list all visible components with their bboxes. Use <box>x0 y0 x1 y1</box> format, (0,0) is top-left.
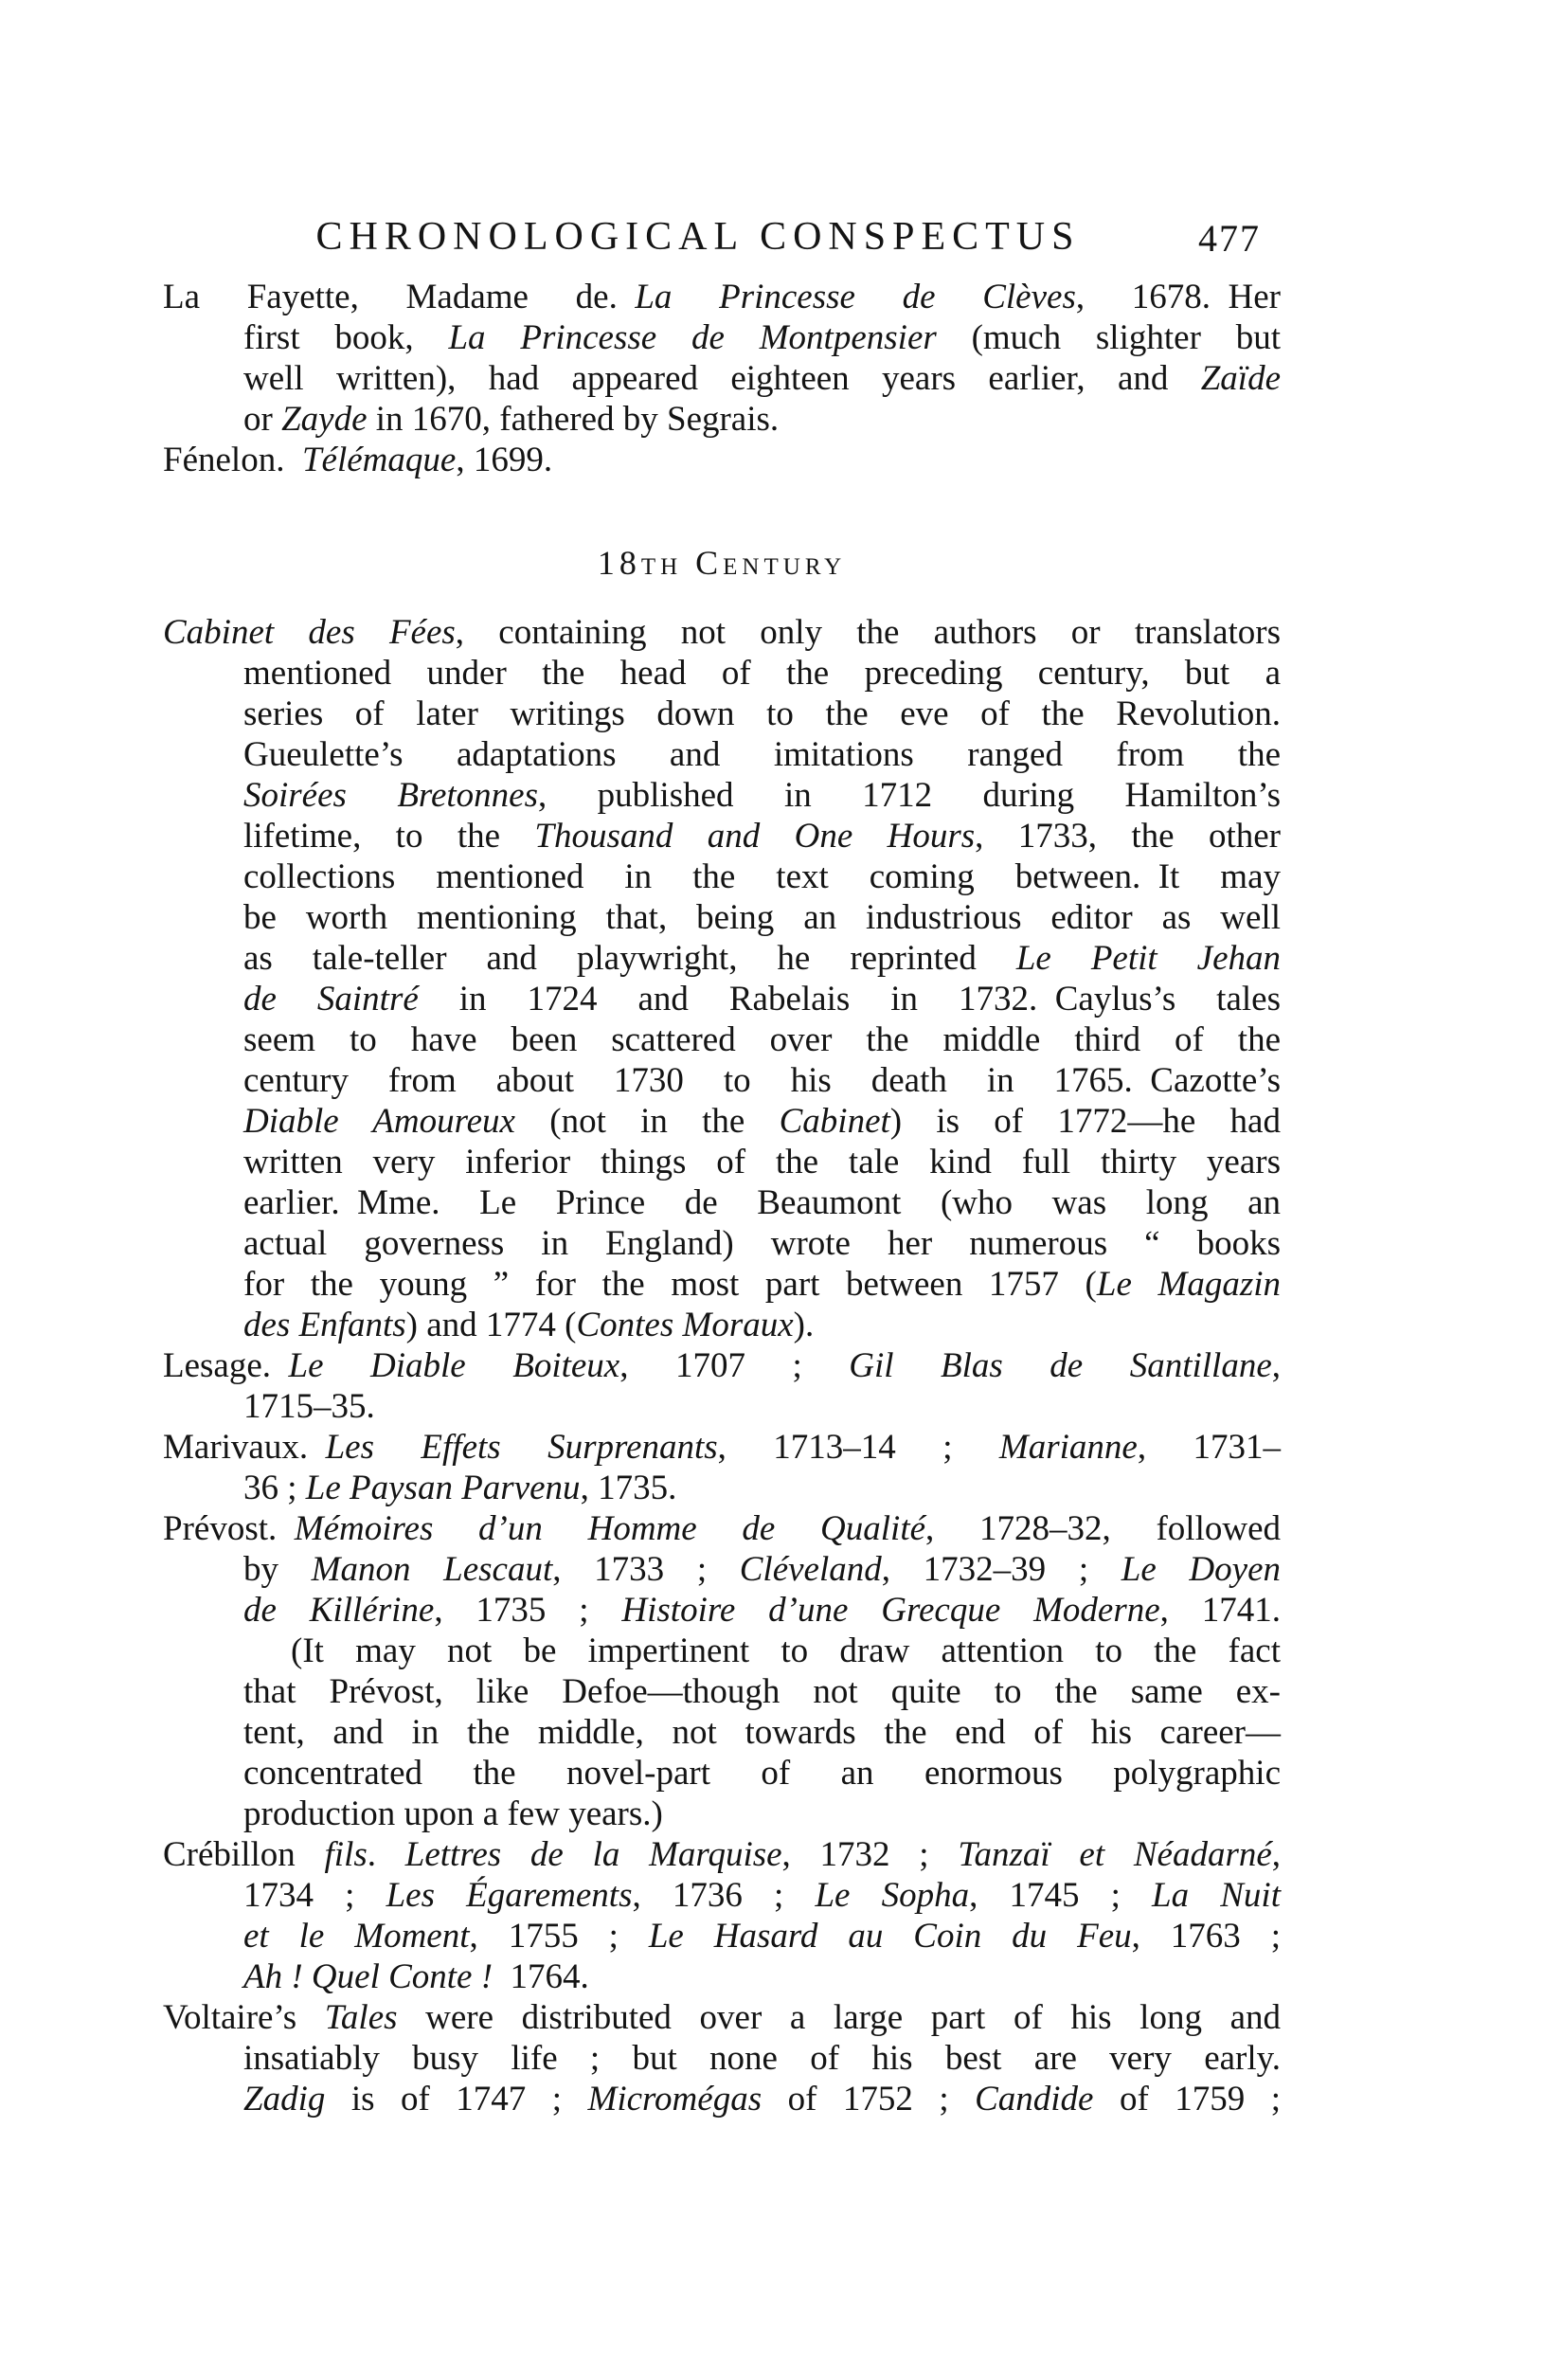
text-segment: , 1728–32, followed <box>925 1509 1281 1548</box>
text-segment: of 1752 ; <box>762 2080 976 2119</box>
text-segment: (much slighter but <box>936 318 1281 357</box>
text-line <box>163 317 1281 358</box>
text-segment: insatiably busy life ; but none of his best are very early. <box>243 2039 1281 2078</box>
italic-title: Le Magazin <box>1096 1265 1282 1304</box>
text-line <box>163 1223 1281 1264</box>
italic-title: fils <box>324 1835 368 1874</box>
italic-title: Histoire d’une Grecque Moderne <box>621 1591 1160 1630</box>
text-line <box>163 816 1281 856</box>
text-segment: Voltaire’s <box>163 1998 325 2037</box>
text-segment: , 1763 ; <box>1131 1917 1282 1956</box>
text-line <box>163 1142 1281 1182</box>
text-segment: is of 1747 ; <box>325 2080 588 2119</box>
entry-marivaux <box>163 1427 1281 1508</box>
italic-title: Contes Moraux <box>576 1306 794 1344</box>
text-line <box>163 1671 1281 1712</box>
text-segment: production upon a few years.) <box>243 1794 663 1833</box>
text-segment: , published in 1712 during Hamilton’s <box>537 776 1281 815</box>
text-segment: century from about 1730 to his death in 1765. Cazotte’s <box>243 1061 1281 1100</box>
text-segment: . <box>367 1835 405 1874</box>
text-segment: of 1759 ; <box>1093 2080 1281 2119</box>
italic-title: Manon Lescaut <box>311 1550 553 1589</box>
italic-title: Micromégas <box>587 2080 763 2119</box>
text-segment: 1764. <box>493 1957 589 1996</box>
text-segment: lifetime, to the <box>243 817 535 856</box>
text-line <box>163 1997 1281 2038</box>
text-line <box>163 694 1281 734</box>
text-line <box>163 734 1281 775</box>
text-segment: , 1707 ; <box>619 1346 850 1385</box>
text-segment: , 1755 ; <box>469 1917 649 1956</box>
text-segment: as tale-teller and playwright, he reprinted <box>243 939 1016 978</box>
italic-title: Les Égarements <box>386 1876 633 1915</box>
text-segment: , 1741. <box>1159 1591 1282 1630</box>
italic-title: Le Sopha <box>815 1876 970 1915</box>
text-line <box>163 277 1281 317</box>
text-segment: first book, <box>243 318 449 357</box>
text-line <box>163 1182 1281 1223</box>
text-segment: La Fayette, Madame de. <box>163 278 636 316</box>
text-line <box>163 856 1281 897</box>
italic-title: Soirées Bretonnes <box>243 776 538 815</box>
text-segment: , <box>1271 1346 1281 1385</box>
text-line <box>163 1875 1281 1916</box>
text-segment: Lesage. <box>163 1346 289 1385</box>
italic-title: Gil Blas de Santillane <box>849 1346 1272 1385</box>
text-line <box>163 653 1281 694</box>
italic-title: Cabinet <box>779 1102 890 1141</box>
italic-title: Le Diable Boiteux <box>288 1346 620 1385</box>
text-segment: that Prévost, like Defoe—though not quite to the same ex- <box>243 1672 1281 1711</box>
italic-title: Télémaque <box>301 441 457 479</box>
entry-crebillon-fils <box>163 1834 1281 1997</box>
text-segment: , <box>1271 1835 1282 1874</box>
text-segment: were distributed over a large part of his long and <box>397 1998 1281 2037</box>
text-line <box>163 1305 1281 1345</box>
text-line <box>163 1060 1281 1101</box>
italic-title: Thousand and One Hours <box>534 817 976 856</box>
text-line <box>163 1956 1281 1997</box>
page-content <box>163 216 1281 2119</box>
text-line <box>163 1019 1281 1060</box>
text-line <box>163 1549 1281 1590</box>
entry-la-fayette <box>163 277 1281 440</box>
text-line <box>163 1101 1281 1142</box>
text-segment: concentrated the novel-part of an enormous polygraphic <box>243 1754 1281 1793</box>
italic-title: Lettres de la Marquise <box>404 1835 782 1874</box>
text-segment: ). <box>793 1306 815 1344</box>
text-segment: , 1733 ; <box>552 1550 740 1589</box>
text-segment: , 1678. Her <box>1075 278 1282 316</box>
text-segment: , 1699. <box>456 441 553 479</box>
text-line <box>163 1386 1281 1427</box>
italic-title: et le Moment <box>243 1917 470 1956</box>
text-segment: , 1736 ; <box>632 1876 816 1915</box>
text-line <box>163 1753 1281 1794</box>
text-segment: ) is of 1772—he had <box>889 1102 1281 1141</box>
text-segment: in 1670, fathered by Segrais. <box>367 400 780 439</box>
text-segment: Gueulette’s adaptations and imitations ranged from the <box>243 735 1281 774</box>
entry-fenelon <box>163 440 1281 480</box>
italic-title: Zayde <box>281 400 368 439</box>
text-segment: by <box>243 1550 312 1589</box>
page-number: 477 <box>1198 217 1261 260</box>
text-segment: be worth mentioning that, being an industrious editor as well <box>243 898 1281 937</box>
text-line <box>163 1508 1281 1549</box>
entry-voltaire <box>163 1997 1281 2119</box>
text-segment: Fénelon. <box>163 441 302 479</box>
text-segment: earlier. Mme. Le Prince de Beaumont (who was long an <box>243 1183 1281 1222</box>
text-segment: ) and 1774 ( <box>405 1306 577 1344</box>
text-segment: , 1731– <box>1137 1428 1282 1467</box>
italic-title: Les Effets Surprenants <box>325 1428 718 1467</box>
text-segment: in 1724 and Rabelais in 1732. Caylus’s tales <box>418 980 1281 1019</box>
text-line <box>163 399 1281 440</box>
text-line <box>163 612 1281 653</box>
text-segment: tent, and in the middle, not towards the end of his career— <box>243 1713 1281 1752</box>
text-segment: mentioned under the head of the preceding century, but a <box>243 654 1281 693</box>
text-line <box>163 440 1281 480</box>
text-segment: , 1713–14 ; <box>717 1428 999 1467</box>
text-segment: well written), had appeared eighteen years earlier, and <box>243 359 1201 398</box>
text-segment: , 1735 ; <box>434 1591 622 1630</box>
text-line <box>163 358 1281 399</box>
italic-title: Tales <box>324 1998 398 2037</box>
text-line <box>163 1916 1281 1956</box>
text-segment: , 1735. <box>580 1469 677 1507</box>
text-line <box>163 1834 1281 1875</box>
text-segment: for the young ” for the most part between 1757 ( <box>243 1265 1097 1304</box>
text-segment: or <box>243 400 282 439</box>
text-line <box>163 1712 1281 1753</box>
italic-title: Cabinet des Fées <box>163 613 456 652</box>
text-segment: Prévost. <box>163 1509 295 1548</box>
italic-title: Diable Amoureux <box>243 1102 515 1141</box>
text-line <box>163 775 1281 816</box>
text-segment: , containing not only the authors or translators <box>455 613 1281 652</box>
text-line <box>163 979 1281 1019</box>
running-head <box>163 216 1281 258</box>
text-segment: (not in the <box>514 1102 780 1141</box>
text-line <box>163 2079 1281 2119</box>
text-segment: seem to have been scattered over the middle third of the <box>243 1020 1281 1059</box>
text-segment: collections mentioned in the text coming between. It may <box>243 857 1281 896</box>
italic-title: Marianne <box>998 1428 1138 1467</box>
text-line <box>163 1468 1281 1508</box>
text-segment: actual governess in England) wrote her numerous “ books <box>243 1224 1281 1263</box>
text-line <box>163 2038 1281 2079</box>
text-segment: , 1733, the other <box>975 817 1281 856</box>
text-line <box>163 1631 1281 1671</box>
text-line <box>163 938 1281 979</box>
text-line <box>163 1794 1281 1834</box>
text-segment: Marivaux. <box>163 1428 326 1467</box>
running-head-title: CHRONOLOGICAL CONSPECTUS <box>315 215 1081 259</box>
entry-cabinet-des-fees <box>163 612 1281 1345</box>
page-body <box>163 277 1281 2119</box>
entry-lesage <box>163 1345 1281 1427</box>
italic-title: de Killérine <box>243 1591 435 1630</box>
text-segment: , 1732 ; <box>781 1835 959 1874</box>
text-segment: Crébillon <box>163 1835 325 1874</box>
italic-title: Le Petit Jehan <box>1015 939 1281 978</box>
italic-title: Le Doyen <box>1121 1550 1281 1589</box>
text-line <box>163 897 1281 938</box>
italic-title: Zadig <box>243 2080 326 2119</box>
italic-title: Candide <box>975 2080 1094 2119</box>
text-segment: 1715–35. <box>243 1387 375 1426</box>
italic-title: Le Paysan Parvenu <box>305 1469 581 1507</box>
italic-title: des Enfants <box>243 1306 406 1344</box>
text-line <box>163 1264 1281 1305</box>
italic-title: Ah ! Quel Conte ! <box>243 1957 493 1996</box>
text-segment: written very inferior things of the tale kind full thirty years <box>243 1143 1281 1181</box>
text-segment: series of later writings down to the eve of the Revolution. <box>243 694 1281 733</box>
text-line <box>163 1427 1281 1468</box>
entry-prevost <box>163 1508 1281 1834</box>
italic-title: de Saintré <box>243 980 419 1019</box>
italic-title: La Princesse de Montpensier <box>448 318 937 357</box>
italic-title: Mémoires d’un Homme de Qualité <box>294 1509 926 1548</box>
italic-title: La Nuit <box>1152 1876 1281 1915</box>
text-segment: 36 ; <box>243 1469 306 1507</box>
italic-title: La Princesse de Clèves <box>635 278 1076 316</box>
text-segment: , 1732–39 ; <box>881 1550 1121 1589</box>
section-heading: 18th Century <box>597 544 847 582</box>
italic-title: Tanzaï et Néadarné <box>958 1835 1272 1874</box>
text-line <box>163 1590 1281 1631</box>
italic-title: Cléveland <box>739 1550 882 1589</box>
text-segment: , 1745 ; <box>969 1876 1153 1915</box>
italic-title: Le Hasard au Coin du Feu <box>648 1917 1132 1956</box>
text-line <box>163 1345 1281 1386</box>
italic-title: Zaïde <box>1200 359 1281 398</box>
text-segment: 1734 ; <box>243 1876 386 1915</box>
text-segment: (It may not be impertinent to draw attention to the fact <box>291 1632 1281 1670</box>
